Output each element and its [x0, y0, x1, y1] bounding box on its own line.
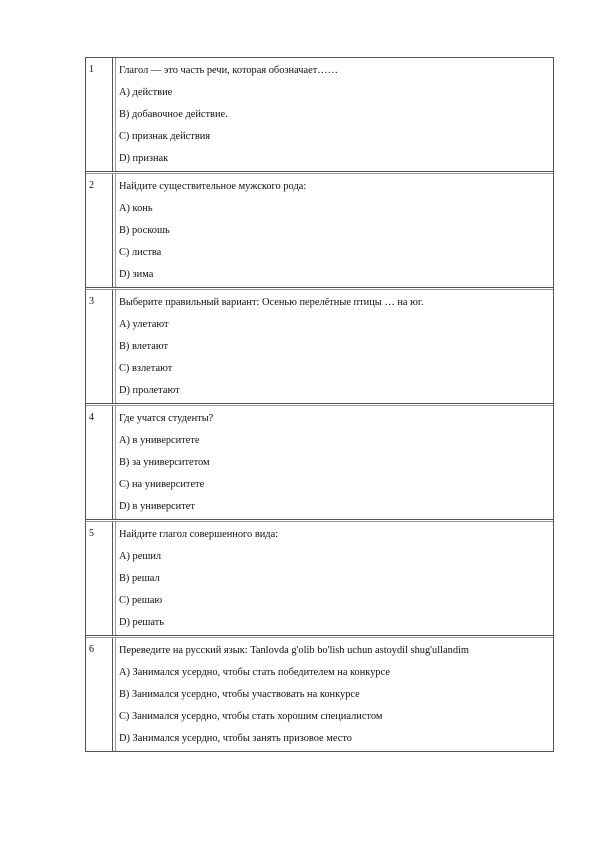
answer-option-b: B) за университетом [119, 457, 210, 468]
answer-option-a: A) Занимался усердно, чтобы стать победителем на конкурсе [119, 667, 390, 678]
answer-option-b: B) роскошь [119, 225, 170, 236]
answer-option-b: B) добавочное действие. [119, 109, 228, 120]
question-text: Выберите правильный вариант: Осенью перелётные птицы … на юг. [119, 297, 424, 308]
question-row [86, 174, 553, 288]
answer-option-c: C) на университете [119, 479, 205, 490]
question-row [86, 638, 553, 752]
question-number: 3 [86, 290, 113, 403]
answer-option-c: C) взлетают [119, 363, 173, 374]
question-text: Переведите на русский язык: Tanlovda g'olib bo'lish uchun astoydil shug'ullandim [119, 645, 469, 656]
answer-option-d: D) Занимался усердно, чтобы занять призовое место [119, 733, 352, 744]
answer-option-a: A) решил [119, 551, 162, 562]
answer-option-b: B) Занимался усердно, чтобы участвовать на конкурсе [119, 689, 360, 700]
answer-option-d: D) пролетают [119, 385, 180, 396]
answer-option-a: A) улетают [119, 319, 169, 330]
question-row [86, 290, 553, 404]
quiz-table [85, 57, 554, 752]
question-number: 5 [86, 522, 113, 635]
answer-option-c: C) признак действия [119, 131, 211, 142]
question-number: 6 [86, 638, 113, 751]
answer-option-a: A) действие [119, 87, 173, 98]
question-text: Найдите существительное мужского рода: [119, 181, 307, 192]
answer-option-c: C) Занимался усердно, чтобы стать хорошим специалистом [119, 711, 383, 722]
question-text: Где учатся студенты? [119, 413, 214, 424]
question-number: 1 [86, 58, 113, 171]
question-number: 2 [86, 174, 113, 287]
question-text: Глагол — это часть речи, которая обозначает…… [119, 65, 339, 76]
answer-option-d: D) признак [119, 153, 169, 164]
question-body [115, 174, 553, 287]
question-text: Найдите глагол совершенного вида: [119, 529, 279, 540]
answer-option-a: A) в университете [119, 435, 200, 446]
answer-option-c: C) листва [119, 247, 162, 258]
question-row [86, 522, 553, 636]
answer-option-b: B) решал [119, 573, 160, 584]
answer-option-d: D) в университет [119, 501, 195, 512]
question-body [115, 522, 553, 635]
question-number: 4 [86, 406, 113, 519]
answer-option-b: B) влетают [119, 341, 169, 352]
answer-option-d: D) зима [119, 269, 154, 280]
question-body [115, 290, 553, 403]
question-body [115, 58, 553, 171]
question-row [86, 58, 553, 172]
question-body [115, 406, 553, 519]
answer-option-d: D) решать [119, 617, 164, 628]
answer-option-c: C) решаю [119, 595, 163, 606]
question-row [86, 406, 553, 520]
answer-option-a: A) конь [119, 203, 153, 214]
question-body [115, 638, 553, 751]
